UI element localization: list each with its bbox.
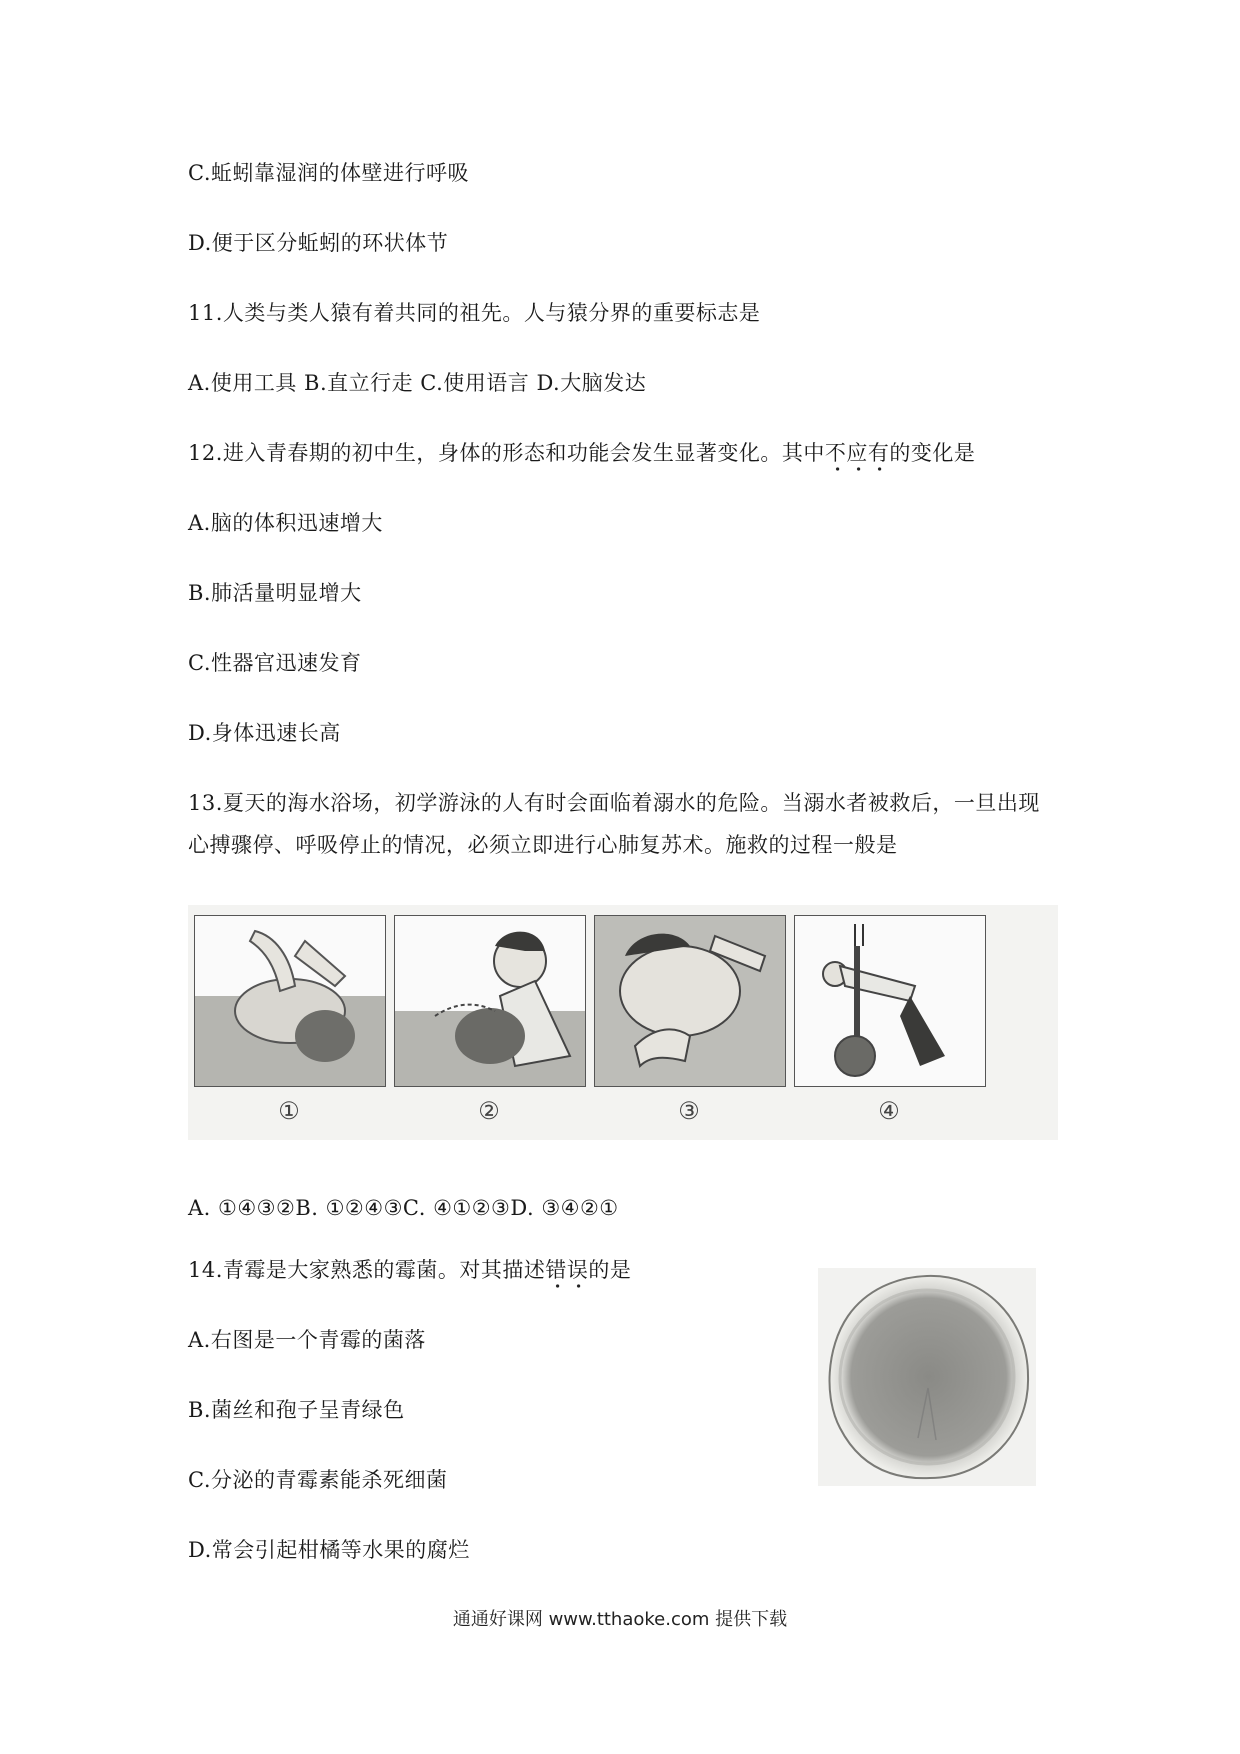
q10-option-c: C.蚯蚓靠湿润的体壁进行呼吸 (188, 161, 469, 185)
q10-option-d: D.便于区分蚯蚓的环状体节 (188, 231, 449, 255)
cpr-panel-2 (394, 915, 586, 1087)
footer-source: 通通好课网 www.tthaoke.com 提供下载 (452, 1609, 788, 1630)
cpr-label-1: ① (278, 1097, 300, 1125)
q12-option-c: C.性器官迅速发育 (188, 651, 362, 675)
cpr-label-2: ② (478, 1097, 500, 1125)
q13-stem-line1: 13.夏天的海水浴场，初学游泳的人有时会面临着溺水的危险。当溺水者被救后，一旦出现 (188, 791, 1040, 815)
q12-option-d: D.身体迅速长高 (188, 721, 341, 745)
cpr-panel-4 (794, 915, 986, 1087)
q11-options: A.使用工具 B.直立行走 C.使用语言 D.大脑发达 (188, 371, 647, 395)
q14-stem-before: 14.青霉是大家熟悉的霉菌。对其描述 (188, 1258, 546, 1282)
q14-option-c: C.分泌的青霉素能杀死细菌 (188, 1468, 448, 1492)
colony-illustration (818, 1268, 1036, 1486)
pulse-check-illustration (595, 916, 785, 1086)
q14-stem-after: 的是 (588, 1258, 632, 1282)
cpr-label-3: ③ (678, 1097, 700, 1125)
q12-stem-emphasis: 不应有 (824, 441, 890, 465)
q14-option-a: A.右图是一个青霉的菌落 (188, 1328, 426, 1352)
rescue-breath-illustration (395, 916, 585, 1086)
penicillium-colony-image (818, 1268, 1036, 1486)
q12-option-a: A.脑的体积迅速增大 (188, 511, 383, 535)
q13-stem-line2: 心搏骤停、呼吸停止的情况，必须立即进行心肺复苏术。施救的过程一般是 (188, 833, 898, 857)
q14-option-b: B.菌丝和孢子呈青绿色 (188, 1398, 405, 1422)
q12-stem-before: 12.进入青春期的初中生，身体的形态和功能会发生显著变化。其中 (188, 441, 825, 465)
cpr-panel-1 (194, 915, 386, 1087)
q12-option-b: B.肺活量明显增大 (188, 581, 362, 605)
chest-compression-illustration (795, 916, 985, 1086)
cpr-label-4: ④ (878, 1097, 900, 1125)
q14-stem (188, 1255, 631, 1285)
q14-option-d: D.常会引起柑橘等水果的腐烂 (188, 1538, 470, 1562)
q14-stem-emphasis: 错误 (545, 1258, 589, 1282)
head-tilt-illustration (195, 916, 385, 1086)
cpr-figure (188, 905, 1058, 1140)
cpr-panel-3 (594, 915, 786, 1087)
q12-stem-after: 的变化是 (889, 441, 976, 465)
q11-stem: 11.人类与类人猿有着共同的祖先。人与猿分界的重要标志是 (188, 301, 761, 325)
q12-stem (188, 438, 975, 468)
q13-options: A. ①④③②B. ①②④③C. ④①②③D. ③④②① (188, 1196, 619, 1220)
